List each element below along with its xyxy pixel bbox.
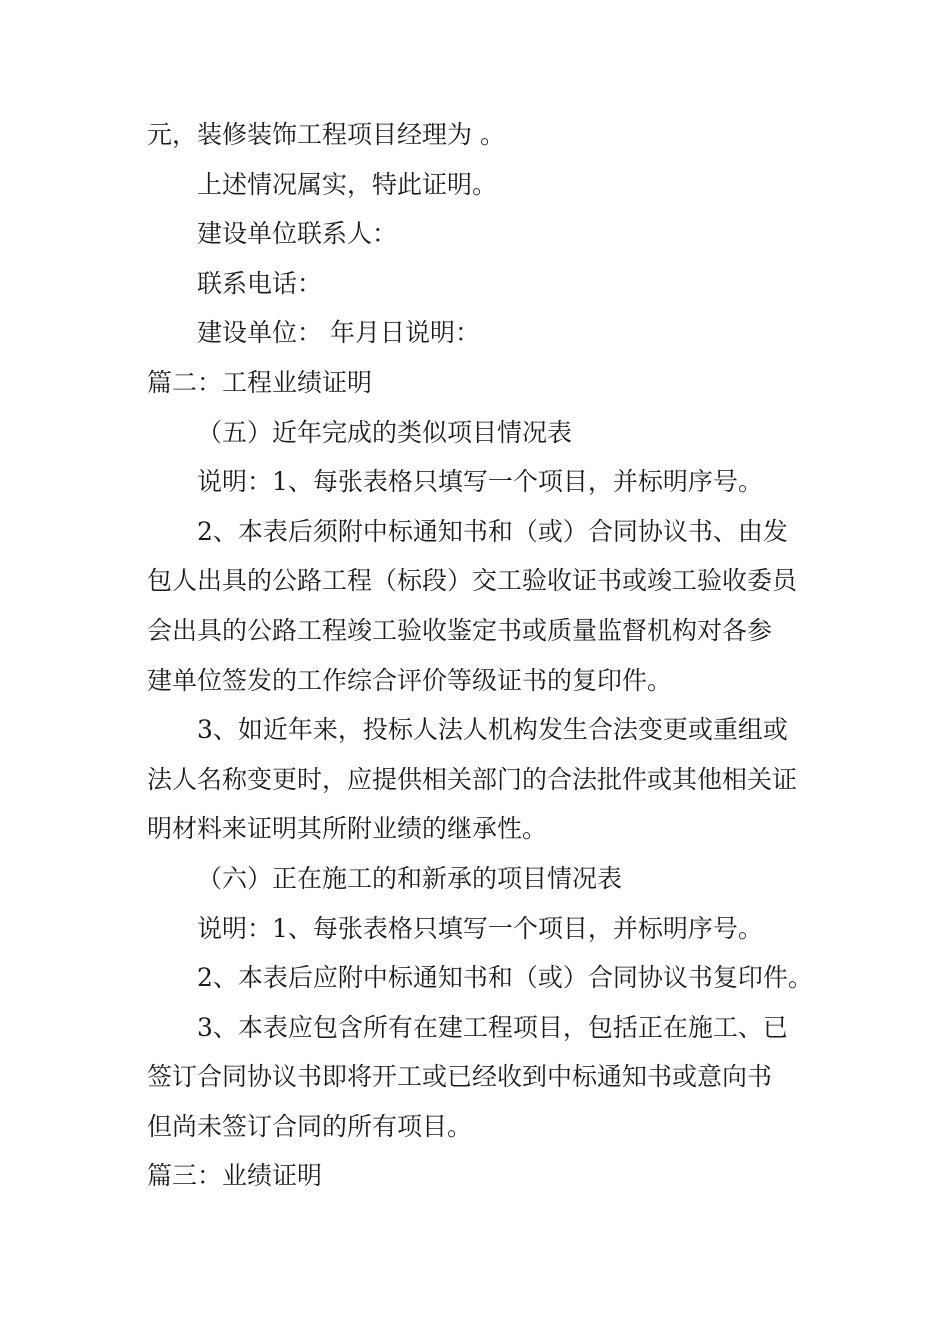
subsection-title: （六）正在施工的和新承的项目情况表	[197, 863, 623, 893]
text-line: 2、本表后应附中标通知书和（或）合同协议书复印件。	[197, 963, 813, 993]
document-body	[147, 110, 812, 1201]
text-line: 2、本表后须附中标通知书和（或）合同协议书、由发	[197, 516, 788, 546]
text-line: 包人出具的公路工程（标段）交工验收证书或竣工验收委员	[147, 566, 798, 596]
text-line: 建单位签发的工作综合评价等级证书的复印件。	[147, 665, 673, 695]
text-line: 3、如近年来，投标人法人机构发生合法变更或重组或	[197, 715, 788, 745]
section-heading: 篇二：工程业绩证明	[147, 367, 373, 397]
text-line: 说明：1、每张表格只填写一个项目，并标明序号。	[197, 913, 763, 943]
text-line: 会出具的公路工程竣工验收鉴定书或质量监督机构对各参	[147, 615, 773, 645]
text-line: 明材料来证明其所附业绩的继承性。	[147, 814, 548, 844]
text-line: 上述情况属实，特此证明。	[197, 169, 498, 199]
text-line: 3、本表应包含所有在建工程项目，包括正在施工、已	[197, 1012, 788, 1042]
text-line: 说明：1、每张表格只填写一个项目，并标明序号。	[197, 467, 763, 497]
text-line: 签订合同协议书即将开工或已经收到中标通知书或意向书	[147, 1062, 773, 1092]
section-heading: 篇三：业绩证明	[147, 1161, 323, 1191]
subsection-title: （五）近年完成的类似项目情况表	[197, 417, 573, 447]
text-line: 法人名称变更时，应提供相关部门的合法批件或其他相关证	[147, 764, 798, 794]
text-line: 联系电话：	[197, 268, 323, 298]
text-line: 建设单位联系人：	[197, 219, 398, 249]
text-line: 建设单位： 年月日说明：	[197, 318, 480, 348]
text-line: 但尚未签订合同的所有项目。	[147, 1111, 473, 1141]
text-line: 元，装修装饰工程项目经理为 。	[147, 120, 505, 149]
